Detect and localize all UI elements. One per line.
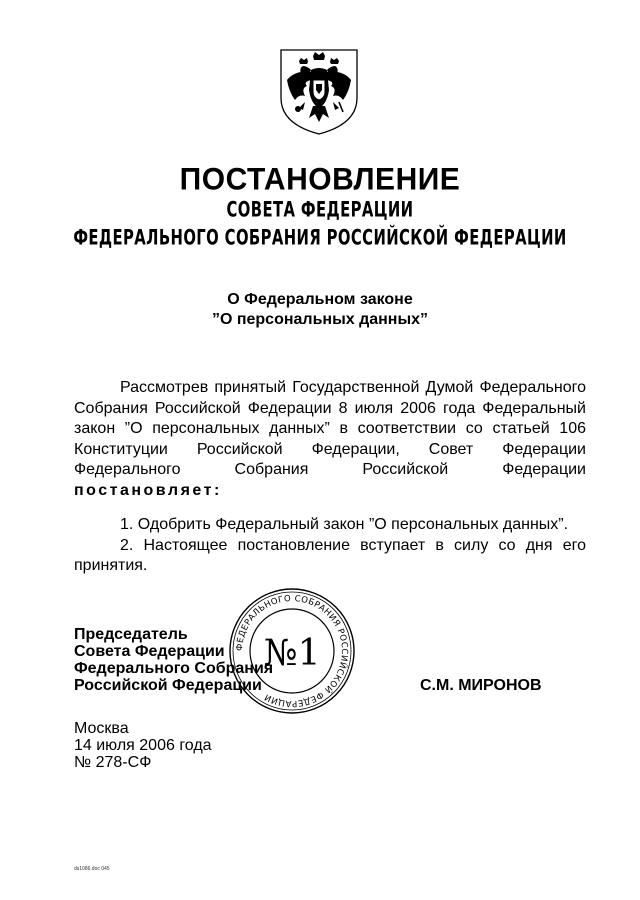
subject-line-2: ”О персональных данных”: [211, 311, 429, 328]
preamble-line-4: Конституции Российской Федерации, Совет Федерации: [74, 440, 586, 458]
preamble-line-3: закон ”О персональных данных” в соответствии со статьей 106: [74, 420, 586, 437]
signer-title-line-3: Федерального Собрания: [74, 660, 274, 677]
official-seal-icon: [226, 585, 358, 717]
file-reference: ds1086.doc 045: [74, 866, 110, 872]
signer-title-line-1: Председатель: [74, 626, 188, 643]
signer-title-line-4: Российской Федерации: [74, 677, 262, 694]
resolves-word: постановляет:: [74, 481, 222, 499]
resolution-item-1: 1. Одобрить Федеральный закон ”О персональных данных”.: [120, 516, 569, 533]
preamble-line-2: Собрания Российской Федерации 8 июля 2006 года Федеральный: [74, 399, 586, 417]
subject-block: [0, 290, 640, 330]
issuer-line-1: СОВЕТА ФЕДЕРАЦИИ: [226, 197, 414, 223]
resolution-item-2: 2. Настоящее постановление вступает в силу со дня его принятия.: [74, 536, 586, 574]
seal-number: №1: [263, 633, 321, 674]
seal-ring-text: ФЕДЕРАЛЬНОГО СОБРАНИЯ РОССИЙСКОЙ ФЕДЕРАЦИИ: [234, 593, 350, 709]
subject-line-1: О Федеральном законе: [227, 291, 413, 308]
issuer-line-2: ФЕДЕРАЛЬНОГО СОБРАНИЯ РОССИЙСКОЙ ФЕДЕРАЦИИ: [73, 225, 567, 251]
document-title: ПОСТАНОВЛЕНИЕ: [179, 162, 461, 197]
preamble-line-1: Рассмотрев принятый Государственной Думой Федерального: [120, 379, 586, 396]
signer-title-line-2: Совета Федерации: [74, 643, 225, 660]
preamble-paragraph: [74, 378, 586, 501]
signer-name: С.М. МИРОНОВ: [420, 677, 542, 694]
document-footer: [74, 720, 212, 771]
issue-date: 14 июля 2006 года: [74, 737, 212, 754]
resolution-items: [74, 515, 586, 577]
preamble-line-5: Федерального Собрания Российской Федерации: [74, 461, 586, 478]
coat-of-arms-icon: [277, 46, 361, 136]
issue-city: Москва: [74, 720, 129, 737]
document-number: № 278-СФ: [74, 754, 152, 771]
